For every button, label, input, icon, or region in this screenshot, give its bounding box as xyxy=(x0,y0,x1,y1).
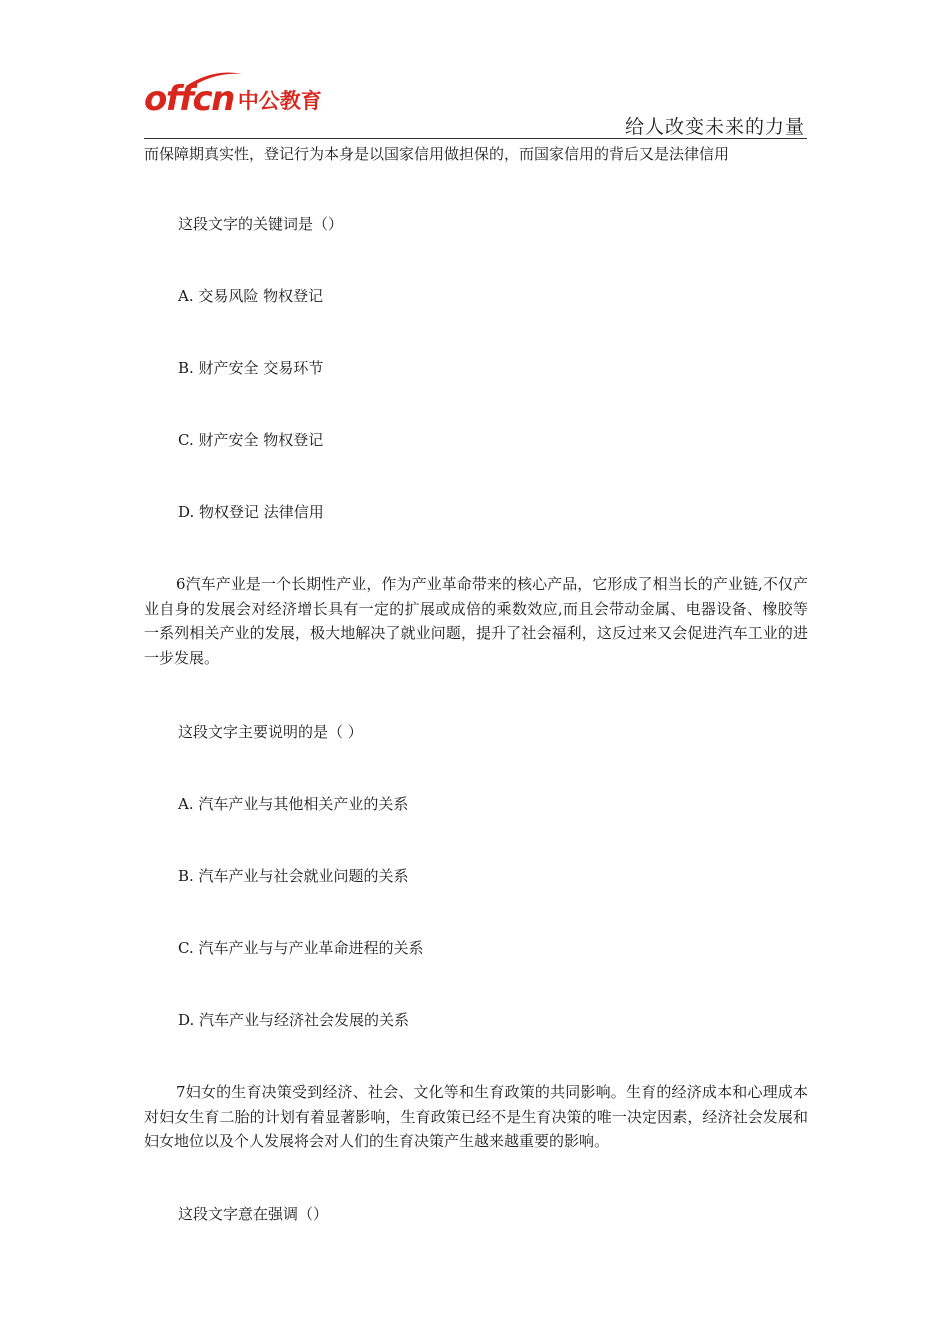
question-stem: 这段文字的关键词是（） xyxy=(178,215,344,233)
header-slogan: 给人改变未来的力量 xyxy=(624,116,805,138)
offcn-logo xyxy=(144,76,322,119)
option-c: C. 财产安全 物权登记 xyxy=(178,431,324,449)
option-b: B. 汽车产业与社会就业问题的关系 xyxy=(178,867,409,885)
option-d: D. 物权登记 法律信用 xyxy=(178,503,324,521)
header-divider xyxy=(144,138,807,139)
question-passage: 6汽车产业是一个长期性产业，作为产业革命带来的核心产品，它形成了相当长的产业链,不仅产业自身的发展会对经济增长具有一定的扩展或成倍的乘数效应,而且会带动金属、电器设备、橡胶等一系列相关产业的发展，极大地解决了就业问题，提升了社会福利，这反过来又会促进汽车工业的进一步发展。 xyxy=(144,575,808,667)
logo-chinese-name: 中公教育 xyxy=(237,89,322,113)
question-stem: 这段文字意在强调（） xyxy=(178,1205,329,1223)
option-b: B. 财产安全 交易环节 xyxy=(178,359,324,377)
option-c: C. 汽车产业与与产业革命进程的关系 xyxy=(178,939,424,957)
logo-wordmark: offcn xyxy=(144,79,234,119)
text-line: 而保障期真实性，登记行为本身是以国家信用做担保的，而国家信用的背后又是法律信用 xyxy=(144,145,730,163)
question-passage: 7妇女的生育决策受到经济、社会、文化等和生育政策的共同影响。生育的经济成本和心理成本对妇女生育二胎的计划有着显著影响，生育政策已经不是生育决策的唯一决定因素，经济社会发展和妇女地位以及个人发展将会对人们的生育决策产生越来越重要的影响。 xyxy=(144,1083,808,1150)
option-d: D. 汽车产业与经济社会发展的关系 xyxy=(178,1011,410,1029)
question-stem: 这段文字主要说明的是（ ） xyxy=(178,723,363,741)
page-header xyxy=(144,70,807,140)
logo-swoosh-icon xyxy=(184,70,244,90)
option-a: A. 交易风险 物权登记 xyxy=(178,287,324,305)
option-a: A. 汽车产业与其他相关产业的关系 xyxy=(178,795,409,813)
